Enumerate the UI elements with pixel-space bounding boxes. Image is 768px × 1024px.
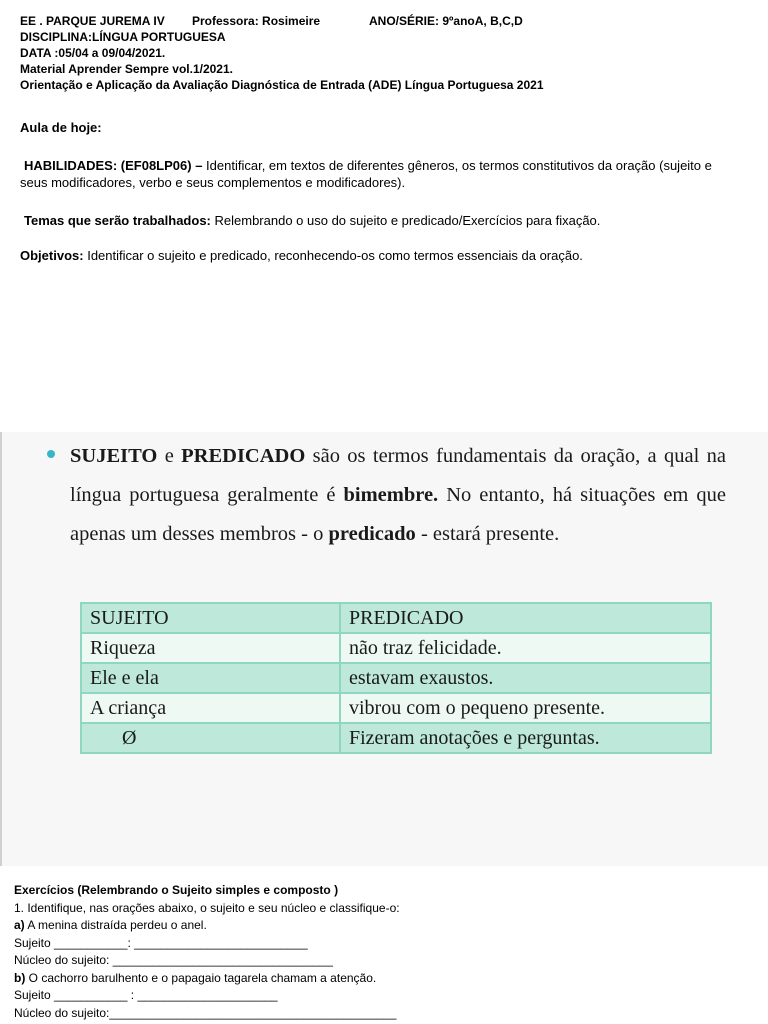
orientation: Orientação e Aplicação da Avaliação Diagnóstica de Entrada (ADE) Língua Portuguesa 2021 (20, 78, 544, 92)
slide-image (0, 432, 768, 866)
slide-paragraph: SUJEITO e PREDICADO são os termos fundamentais da oração, a qual na língua portuguesa geralmente é bimembre. No entanto, há situações em que apenas um desses membros - o predicado - estará presente. (70, 445, 726, 545)
themes-text: Relembrando o uso do sujeito e predicado/Exercícios para fixação. (214, 213, 601, 228)
table-cell: Ø (81, 723, 340, 753)
header-line-1 (20, 13, 544, 29)
bullet-icon (47, 450, 55, 458)
table-cell: Fizeram anotações e perguntas. (340, 723, 711, 753)
themes-label: Temas que serão trabalhados: (24, 213, 211, 228)
item-b: b) O cachorro barulhento e o papagaio tagarela chamam a atenção. (14, 970, 377, 985)
table-cell: A criança (81, 693, 340, 723)
material: Material Aprender Sempre vol.1/2021. (20, 62, 233, 76)
item-a: a) A menina distraída perdeu o anel. (14, 918, 207, 932)
exercises-title: Exercícios (Relembrando o Sujeito simples e composto ) (14, 883, 339, 897)
question-1: 1. Identifique, nas orações abaixo, o sujeito e seu núcleo e classifique-o: (14, 900, 400, 915)
skills-paragraph (20, 157, 728, 191)
skills-text: Identificar, em textos de diferentes gêneros, os termos constitutivos da oração (sujeito e seus modificadores, verbo e seus complementos e modificadores). (20, 158, 712, 190)
table-cell: não traz felicidade. (340, 633, 711, 663)
table-header-cell: SUJEITO (81, 603, 340, 633)
table-cell: Riqueza (81, 633, 340, 663)
discipline: DISCIPLINA:LÍNGUA PORTUGUESA (20, 30, 226, 44)
date: DATA :05/04 a 09/04/2021. (20, 46, 166, 60)
subject-predicate-table (80, 602, 712, 754)
item-b-subject-line: Sujeito ___________ : _____________________ (14, 988, 278, 1002)
school-name: EE . PARQUE JUREMA IV (20, 14, 165, 28)
table-cell: vibrou com o pequeno presente. (340, 693, 711, 723)
teacher-name: Professora: Rosimeire (192, 14, 321, 28)
grade-info: ANO/SÉRIE: 9ºanoA, B,C,D (369, 14, 523, 28)
item-a-nucleus-line: Núcleo do sujeito: _________________________________ (14, 953, 333, 967)
objectives-paragraph (20, 247, 728, 264)
table-header-cell: PREDICADO (340, 603, 711, 633)
table-cell: Ele e ela (81, 663, 340, 693)
table-row (81, 723, 711, 753)
themes-paragraph (20, 212, 728, 229)
item-b-nucleus-line: Núcleo do sujeito:___________________________________________ (14, 1005, 397, 1020)
table-cell: estavam exaustos. (340, 663, 711, 693)
table-row (81, 693, 711, 723)
today-heading: Aula de hoje: (20, 120, 102, 135)
table-row (81, 633, 711, 663)
objectives-label: Objetivos: (20, 248, 84, 263)
exercises-section (14, 882, 400, 1022)
item-a-subject-line: Sujeito ___________: __________________________ (14, 935, 308, 950)
skills-label: HABILIDADES: (EF08LP06) – (24, 158, 203, 173)
table-header-row (81, 603, 711, 633)
objectives-text: Identificar o sujeito e predicado, reconhecendo-os como termos essenciais da oração. (87, 248, 583, 263)
table-row (81, 663, 711, 693)
document-header (20, 13, 544, 93)
